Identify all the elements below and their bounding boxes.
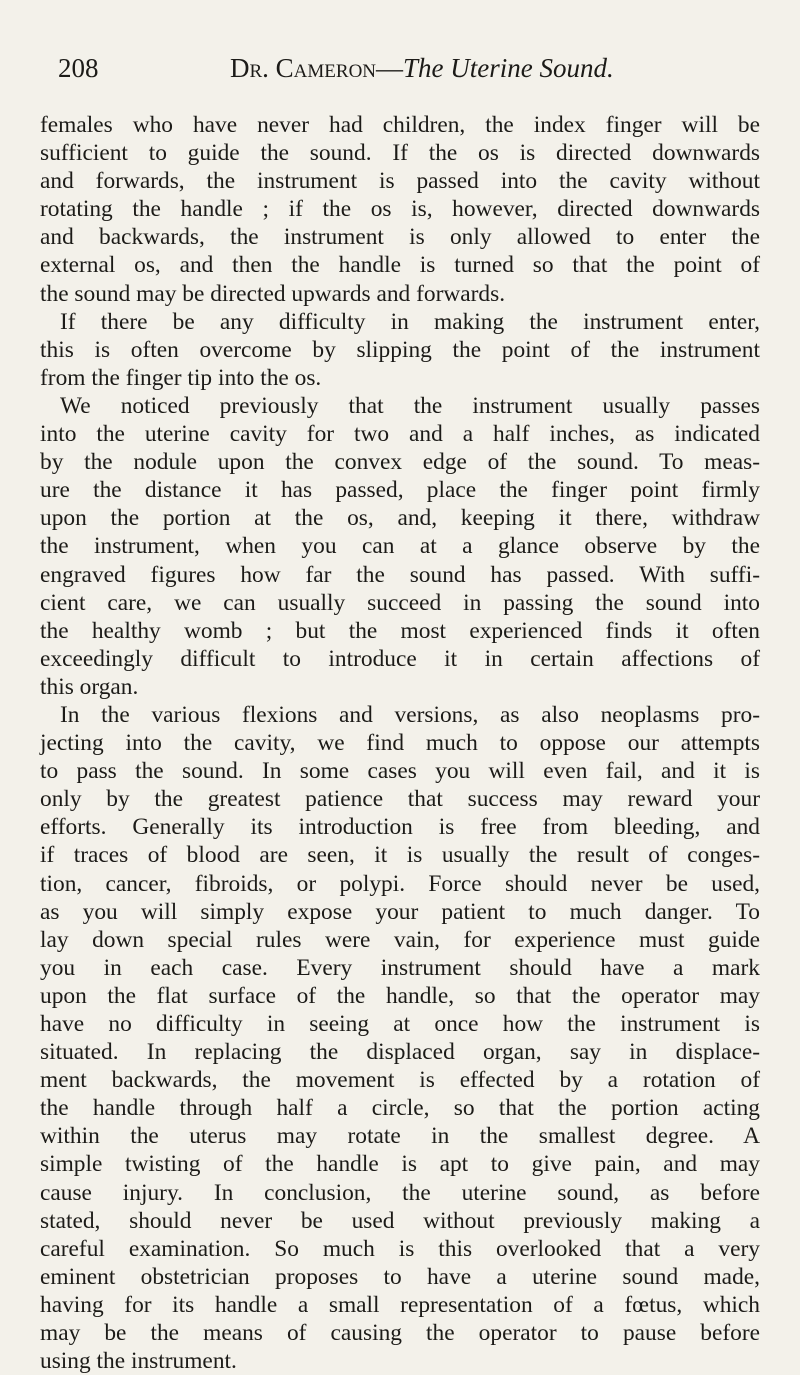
text-line: rotating the handle ; if the os is, however, directed downwards bbox=[40, 196, 760, 223]
text-line: We noticed previously that the instrument usually passes bbox=[60, 392, 760, 419]
text-line: efforts. Generally its introduction is free from bleeding, and bbox=[40, 814, 760, 841]
text-line: cient care, we can usually succeed in passing the sound into bbox=[40, 589, 760, 616]
text-line: from the finger tip into the os. bbox=[40, 364, 322, 391]
text-line: lay down special rules were vain, for experience must guide bbox=[40, 926, 760, 953]
text-line: by the nodule upon the convex edge of the sound. To meas- bbox=[40, 449, 760, 476]
text-line: using the instrument. bbox=[40, 1348, 237, 1375]
text-line: If there be any difficulty in making the instrument enter, bbox=[60, 308, 760, 335]
text-line: exceedingly difficult to introduce it in certain affections of bbox=[40, 645, 760, 672]
text-line: sufficient to guide the sound. If the os is directed downwards bbox=[40, 140, 760, 167]
text-line: the sound may be directed upwards and forwards. bbox=[40, 280, 506, 307]
text-line: only by the greatest patience that success may reward your bbox=[40, 786, 760, 813]
text-line: stated, should never be used without previously making a bbox=[40, 1207, 760, 1234]
text-line: ment backwards, the movement is effected by a rotation of bbox=[40, 1067, 760, 1094]
text-line: upon the portion at the os, and, keeping it there, withdraw bbox=[40, 505, 760, 532]
paragraph bbox=[40, 111, 760, 308]
text-line: ure the distance it has passed, place the finger point firmly bbox=[40, 477, 760, 504]
text-line: into the uterine cavity for two and a half inches, as indicated bbox=[40, 421, 760, 448]
text-line: external os, and then the handle is turned so that the point of bbox=[40, 252, 760, 279]
text-line: the instrument, when you can at a glance observe by the bbox=[40, 533, 760, 560]
text-line: engraved figures how far the sound has passed. With suffi- bbox=[40, 561, 760, 588]
text-line: this is often overcome by slipping the point of the instrument bbox=[40, 336, 760, 363]
text-line: and forwards, the instrument is passed into the cavity without bbox=[40, 168, 760, 195]
text-line: cause injury. In conclusion, the uterine sound, as before bbox=[40, 1179, 760, 1206]
text-line: within the uterus may rotate in the smallest degree. A bbox=[40, 1123, 760, 1150]
text-line: simple twisting of the handle is apt to give pain, and may bbox=[40, 1151, 760, 1178]
text-line: the healthy womb ; but the most experienced finds it often bbox=[40, 617, 760, 644]
author-name: Dr. Cameron bbox=[230, 53, 377, 83]
text-line: careful examination. So much is this overlooked that a very bbox=[40, 1235, 760, 1262]
text-line: having for its handle a small representation of a fœtus, which bbox=[40, 1291, 760, 1318]
text-line: upon the flat surface of the handle, so that the operator may bbox=[40, 982, 760, 1009]
text-line: as you will simply expose your patient to much danger. To bbox=[40, 898, 760, 925]
text-line: this organ. bbox=[40, 673, 139, 700]
paragraph bbox=[40, 392, 760, 701]
page-number: 208 bbox=[58, 53, 99, 83]
text-line: eminent obstetrician proposes to have a uterine sound made, bbox=[40, 1263, 760, 1290]
body-text bbox=[40, 111, 760, 1375]
text-line: if traces of blood are seen, it is usually the result of conges- bbox=[40, 842, 760, 869]
text-line: the handle through half a circle, so that the portion acting bbox=[40, 1095, 760, 1122]
paragraph bbox=[40, 701, 760, 1375]
title-separator: — bbox=[376, 53, 404, 83]
text-line: have no difficulty in seeing at once how the instrument is bbox=[40, 1011, 760, 1037]
text-line: you in each case. Every instrument should have a mark bbox=[40, 954, 760, 981]
text-line: may be the means of causing the operator to pause before bbox=[40, 1320, 760, 1347]
running-head bbox=[58, 50, 758, 86]
text-line: females who have never had children, the index finger will be bbox=[40, 112, 760, 138]
text-line: In the various flexions and versions, as also neoplasms pro- bbox=[60, 701, 760, 728]
text-line: and backwards, the instrument is only allowed to enter the bbox=[40, 224, 760, 251]
text-line: situated. In replacing the displaced organ, say in displace- bbox=[40, 1039, 760, 1066]
text-line: to pass the sound. In some cases you will even fail, and it is bbox=[40, 758, 760, 785]
text-line: tion, cancer, fibroids, or polypi. Force should never be used, bbox=[40, 870, 760, 897]
running-title bbox=[230, 50, 614, 86]
text-line: jecting into the cavity, we find much to oppose our attempts bbox=[40, 730, 760, 757]
paragraph bbox=[40, 308, 760, 392]
article-title: The Uterine Sound. bbox=[403, 53, 614, 83]
